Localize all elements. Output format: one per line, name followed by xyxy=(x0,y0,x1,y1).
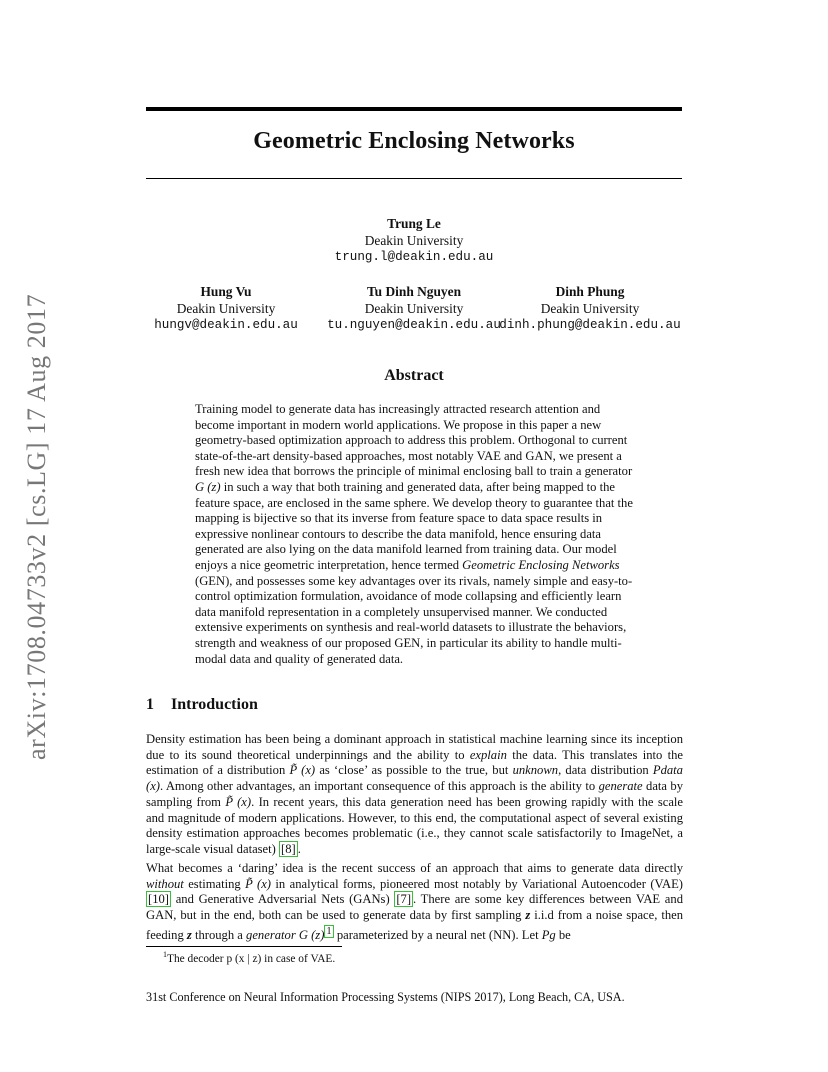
math-expression: Pg xyxy=(541,928,556,942)
author-name: Dinh Phung xyxy=(555,284,625,299)
author-block-main xyxy=(314,216,514,266)
text-run: as ‘close’ as possible to the true, but xyxy=(315,763,513,778)
text-run: parameterized by a neural net (NN). Let xyxy=(333,928,542,942)
author-block xyxy=(490,284,690,334)
abstract-paragraph xyxy=(195,402,633,667)
section-title: Introduction xyxy=(171,696,258,713)
emphasis: explain xyxy=(469,747,507,762)
math-expression: G (z) xyxy=(298,928,325,942)
citation-link[interactable]: [10] xyxy=(148,892,169,907)
abstract-body xyxy=(195,402,633,667)
author-block xyxy=(146,284,306,334)
emphasis: generate xyxy=(598,779,643,794)
emphasis: unknown xyxy=(512,763,559,778)
author-affiliation: Deakin University xyxy=(364,232,464,248)
text-run: What becomes a ‘daring’ idea is the recent success of an approach that aims to generate data directly xyxy=(146,861,683,875)
text-run: . There are some key differences between VAE and GAN, but in the end, both can be used to generate data by first sampling xyxy=(146,892,683,923)
footnote-link[interactable]: 1 xyxy=(326,925,332,937)
section-number: 1 xyxy=(146,696,154,713)
abstract-text: in such a way that both training and generated data, after being mapped to the feature space, are enclosed in the same sphere. We develop theory to guarantee that the mapping is bijective so that its inverse from feature space to data space results in expressive nonlinear contours to describe the data manifold, hence ensuring data generated are also lying on the data manifold learned from training data. Our model enjoys a nice geometric interpretation, hence termed xyxy=(195,479,633,572)
text-run: the data. This translates into the estimation of a distribution xyxy=(146,747,683,778)
intro-paragraph-1 xyxy=(146,732,683,858)
author-name: Hung Vu xyxy=(200,284,252,299)
text-run: and Generative Adversarial Nets (GANs) xyxy=(170,892,395,907)
math-expression: P̃ (x) xyxy=(289,763,316,778)
author-name: Tu Dinh Nguyen xyxy=(366,284,462,299)
author-name: Trung Le xyxy=(387,216,441,231)
text-run: . In recent years, this data generation need has been growing rapidly with the scale and magnitude of modern applications. However, to this end, the computational aspect of several existing density estimation approaches becomes problematic (i.e., they cannot scale satisfactorily to ImageNet, a large-scale visual dataset) xyxy=(146,794,684,856)
arxiv-stamp: arXiv:1708.04733v2 [cs.LG] 17 Aug 2017 xyxy=(22,293,51,760)
text-run: . Among other advantages, an important consequence of this approach is the ability to xyxy=(159,779,599,794)
section-heading xyxy=(146,696,258,714)
text-run: data by sampling from xyxy=(146,779,683,809)
math-expression: G (z) xyxy=(195,479,221,494)
author-email[interactable]: trung.l@deakin.edu.au xyxy=(334,250,494,264)
math-expression: P̃ (x) xyxy=(245,876,271,891)
title-bottom-rule xyxy=(146,178,682,179)
abstract-heading: Abstract xyxy=(384,367,444,384)
paper-title: Geometric Enclosing Networks xyxy=(253,128,575,154)
math-expression: Pdata (x) xyxy=(146,763,683,794)
title-top-rule xyxy=(146,107,682,111)
text-run: . xyxy=(297,841,301,856)
footnote-mark: 1 xyxy=(163,950,167,959)
text-run: in analytical forms, pioneered most notably by Variational Autoencoder (VAE) xyxy=(270,876,683,891)
emphasis: generator xyxy=(246,928,296,942)
text-run: estimating xyxy=(183,876,246,891)
citation-link[interactable]: [7] xyxy=(396,892,412,907)
citation-link[interactable]: [8] xyxy=(281,841,296,856)
author-affiliation: Deakin University xyxy=(540,300,640,316)
paragraph xyxy=(146,861,683,944)
text-run: be xyxy=(555,928,571,942)
abstract-text: (GEN), and possesses some key advantages over its rivals, namely simple and easy-to-control optimization formulation, avoidance of mode collapsing and efficiently learn data manifold representation in a completely unsupervised manner. We conducted extensive experiments on synthesis and real-world datasets to illustrate the behaviors, strength and weakness of our proposed GEN, in particular its ability to handle multi-modal data and quality of generated data. xyxy=(195,573,633,666)
footnote xyxy=(163,950,335,965)
footnote-rule xyxy=(146,946,342,947)
emphasis: without xyxy=(146,876,184,891)
abstract-text: Training model to generate data has increasingly attracted research attention and become important in modern world applications. We propose in this paper a new geometry-based optimization approach to address this problem. Orthogonal to current state-of-the-art density-based approaches, most notably VAE and GAN, we present a fresh new idea that borrows the principle of minimal enclosing ball to train a generator xyxy=(195,402,633,479)
author-affiliation: Deakin University xyxy=(176,300,276,316)
math-expression: P̃ (x) xyxy=(225,794,252,809)
text-run: Density estimation has been being a dominant approach in statistical machine learning since its inception due to its sound theoretical underpinnings and the ability to xyxy=(146,732,683,762)
author-email[interactable]: tu.nguyen@deakin.edu.au xyxy=(327,318,501,332)
footnote-text: The decoder p (x | z) in case of VAE. xyxy=(167,952,336,965)
author-email[interactable]: hungv@deakin.edu.au xyxy=(154,318,298,332)
math-expression: z xyxy=(525,908,531,923)
conference-note: 31st Conference on Neural Information Processing Systems (NIPS 2017), Long Beach, CA, USA. xyxy=(146,990,625,1004)
author-email[interactable]: dinh.phung@deakin.edu.au xyxy=(499,318,681,332)
paragraph xyxy=(146,732,683,858)
text-run: i.i.d from a noise space, then feeding xyxy=(146,908,683,942)
intro-paragraph-2 xyxy=(146,861,683,944)
text-run: , data distribution xyxy=(558,763,653,778)
text-run: through a xyxy=(191,928,247,942)
math-expression: z xyxy=(186,928,192,942)
author-affiliation: Deakin University xyxy=(364,300,464,316)
emphasized-term: Geometric Enclosing Networks xyxy=(462,557,620,572)
